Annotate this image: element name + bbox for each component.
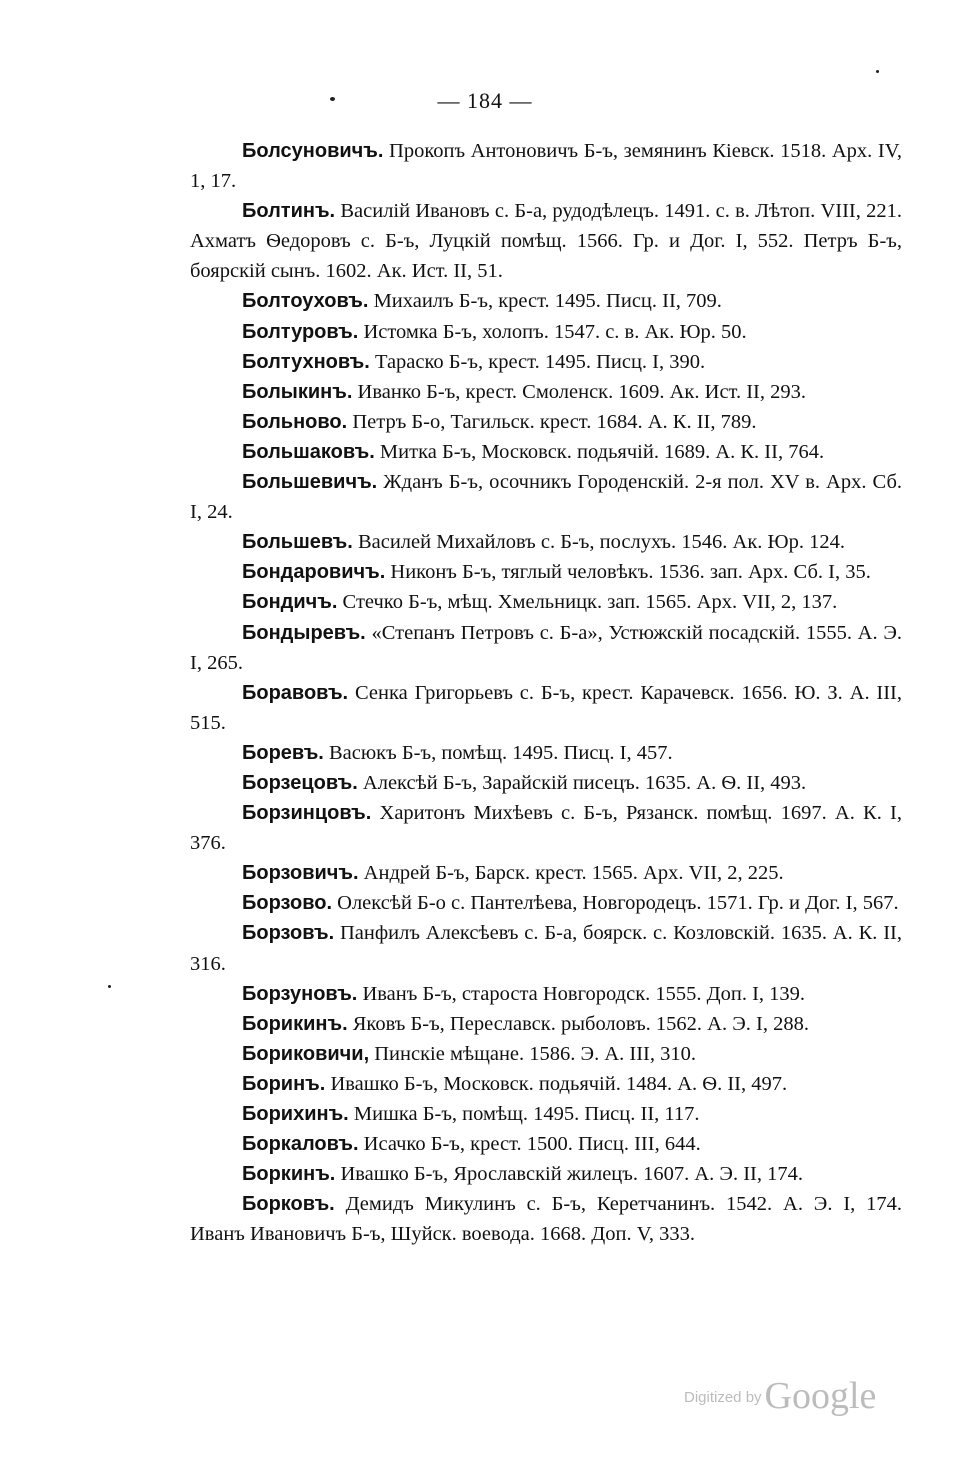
entry-headword: Боринъ. bbox=[242, 1072, 326, 1095]
dictionary-entry bbox=[190, 136, 902, 196]
entry-headword: Бондыревъ. bbox=[242, 621, 366, 644]
dictionary-entry bbox=[190, 1189, 902, 1249]
entry-headword: Больново. bbox=[242, 410, 348, 433]
entry-text: Харитонъ Михѣевъ с. Б-ъ, Рязанск. помѣщ. 1697. А. К. I, 376. bbox=[190, 802, 902, 855]
entry-headword: Болтинъ. bbox=[242, 200, 336, 223]
dictionary-entry bbox=[190, 798, 902, 858]
entry-text: Панфилъ Алексѣевъ с. Б-а, боярск. с. Козловскій. 1635. А. К. II, 316. bbox=[190, 922, 902, 975]
entry-headword: Боревъ. bbox=[242, 741, 324, 764]
dictionary-entry bbox=[190, 196, 902, 286]
dictionary-entry bbox=[190, 557, 902, 587]
entry-text: «Степанъ Петровъ с. Б-а», Устюжскій посадскій. 1555. А. Э. I, 265. bbox=[190, 621, 903, 674]
entry-text: Василей Михайловъ с. Б-ъ, послухъ. 1546. Ак. Юр. 124. bbox=[357, 531, 845, 554]
entry-headword: Бондичъ. bbox=[242, 591, 338, 614]
entry-text: Иванъ Б-ъ, староста Новгородск. 1555. Доп. I, 139. bbox=[362, 982, 806, 1005]
entry-text: Сенка Григорьевъ с. Б-ъ, крест. Карачевск. 1656. Ю. З. А. III, 515. bbox=[190, 681, 903, 734]
dictionary-entry bbox=[190, 467, 902, 527]
entry-headword: Болыкинъ. bbox=[242, 380, 353, 403]
dictionary-entry bbox=[190, 1099, 902, 1129]
ink-speck bbox=[330, 97, 335, 101]
entry-headword: Борзово. bbox=[242, 892, 333, 915]
entry-text: Мишка Б-ъ, помѣщ. 1495. Писц. II, 117. bbox=[353, 1103, 700, 1125]
entry-headword: Боркаловъ. bbox=[242, 1133, 359, 1156]
entry-headword: Большевичъ. bbox=[242, 471, 378, 494]
entry-text: Михаилъ Б-ъ, крест. 1495. Писц. II, 709. bbox=[373, 290, 722, 313]
page-number: — 184 — bbox=[437, 88, 533, 113]
entry-headword: Болтухновъ. bbox=[242, 350, 370, 373]
entry-text: Демидъ Микулинъ с. Б-ъ, Керетчанинъ. 1542. А. Э. I, 174. Иванъ Ивановичъ Б-ъ, Шуйск. воевода. 1668. Доп. V, 333. bbox=[190, 1193, 902, 1246]
dictionary-entry bbox=[190, 437, 902, 467]
entry-headword: Борзецовъ. bbox=[242, 771, 358, 794]
dictionary-entry bbox=[190, 286, 902, 316]
entry-headword: Бориковичи, bbox=[242, 1042, 370, 1065]
dictionary-entry bbox=[190, 1159, 902, 1189]
dictionary-entry bbox=[190, 377, 902, 407]
entry-headword: Боравовъ. bbox=[242, 681, 349, 704]
entry-text: Тараско Б-ъ, крест. 1495. Писц. I, 390. bbox=[374, 350, 706, 373]
dictionary-entries bbox=[190, 136, 902, 1249]
entry-headword: Борикинъ. bbox=[242, 1012, 348, 1035]
entry-text: Исачко Б-ъ, крест. 1500. Писц. III, 644. bbox=[363, 1133, 701, 1156]
dictionary-entry bbox=[190, 1009, 902, 1039]
google-logo: Google bbox=[764, 1375, 877, 1417]
entry-text: Истомка Б-ъ, холопъ. 1547. с. в. Ак. Юр. 50. bbox=[363, 320, 747, 343]
dictionary-entry bbox=[190, 1039, 902, 1069]
dictionary-entry bbox=[190, 768, 902, 798]
dictionary-entry bbox=[190, 1129, 902, 1159]
dictionary-entry bbox=[190, 347, 902, 377]
entry-text: Никонъ Б-ъ, тяглый человѣкъ. 1536. зап. Арх. Сб. I, 35. bbox=[390, 561, 871, 584]
entry-text: Иванко Б-ъ, крест. Смоленск. 1609. Ак. Ист. II, 293. bbox=[357, 380, 806, 403]
entry-text: Андрей Б-ъ, Барск. крест. 1565. Арх. VII, 2, 225. bbox=[363, 862, 784, 885]
entry-headword: Боркинъ. bbox=[242, 1163, 336, 1186]
watermark-prefix: Digitized by bbox=[684, 1389, 762, 1406]
entry-text: Петръ Б-о, Тагильск. крест. 1684. А. К. II, 789. bbox=[352, 410, 757, 433]
entry-text: Ивашко Б-ъ, Ярославскій жилецъ. 1607. А. Э. II, 174. bbox=[340, 1163, 803, 1186]
dictionary-entry bbox=[190, 678, 902, 738]
entry-headword: Борзовичъ. bbox=[242, 862, 359, 885]
entry-text: Василій Ивановъ с. Б-а, рудодѣлецъ. 1491. с. в. Лѣтоп. VIII, 221. Ахматъ Ѳедоровъ с. Б-ъ, Луцкій помѣщ. 1566. Гр. и Дог. I, 552. Петръ Б-ъ, боярскій сынъ. 1602. Ак. Ист. II, 51. bbox=[190, 200, 902, 283]
dictionary-entry bbox=[190, 888, 902, 918]
dictionary-entry bbox=[190, 317, 902, 347]
dictionary-entry bbox=[190, 858, 902, 888]
digitized-by-watermark bbox=[684, 1374, 876, 1418]
entry-headword: Болтоуховъ. bbox=[242, 290, 369, 313]
entry-headword: Бондаровичъ. bbox=[242, 561, 386, 584]
entry-text: Стечко Б-ъ, мѣщ. Хмельницк. зап. 1565. Арх. VII, 2, 137. bbox=[342, 591, 838, 614]
dictionary-entry bbox=[190, 1069, 902, 1099]
dictionary-entry bbox=[190, 618, 902, 678]
dictionary-entry bbox=[190, 979, 902, 1009]
entry-headword: Большаковъ. bbox=[242, 440, 375, 463]
entry-text: Алексѣй Б-ъ, Зарайскій писецъ. 1635. А. Ѳ. II, 493. bbox=[362, 771, 807, 794]
entry-text: Ивашко Б-ъ, Московск. подьячій. 1484. А. Ѳ. II, 497. bbox=[330, 1072, 788, 1095]
entry-headword: Большевъ. bbox=[242, 531, 353, 554]
dictionary-entry bbox=[190, 407, 902, 437]
entry-headword: Болтуровъ. bbox=[242, 320, 359, 343]
entry-headword: Борзовъ. bbox=[242, 922, 335, 945]
entry-headword: Борзуновъ. bbox=[242, 982, 358, 1005]
entry-text: Митка Б-ъ, Московск. подьячій. 1689. А. К. II, 764. bbox=[379, 440, 825, 463]
ink-speck bbox=[876, 70, 879, 73]
entry-headword: Борзинцовъ. bbox=[242, 802, 372, 825]
dictionary-entry bbox=[190, 738, 902, 768]
dictionary-entry bbox=[190, 918, 902, 978]
dictionary-entry bbox=[190, 527, 902, 557]
entry-text: Васюкъ Б-ъ, помѣщ. 1495. Писц. I, 457. bbox=[329, 741, 673, 764]
entry-text: Жданъ Б-ъ, осочникъ Городенскій. 2-я пол. XV в. Арх. Сб. I, 24. bbox=[190, 471, 902, 524]
entry-text: Олексѣй Б-о с. Пантелѣева, Новгородецъ. 1571. Гр. и Дог. I, 567. bbox=[337, 892, 899, 915]
entry-text: Пинскіе мѣщане. 1586. Э. А. III, 310. bbox=[374, 1042, 696, 1065]
entry-headword: Борковъ. bbox=[242, 1193, 335, 1216]
ink-speck bbox=[108, 985, 111, 988]
entry-headword: Борихинъ. bbox=[242, 1103, 349, 1125]
entry-text: Яковъ Б-ъ, Переславск. рыболовъ. 1562. А. Э. I, 288. bbox=[352, 1012, 809, 1035]
entry-text: Прокопъ Антоновичъ Б-ъ, земянинъ Кіевск. 1518. Арх. IV, 1, 17. bbox=[190, 140, 902, 193]
dictionary-entry bbox=[190, 587, 902, 617]
entry-headword: Болсуновичъ. bbox=[242, 140, 384, 162]
